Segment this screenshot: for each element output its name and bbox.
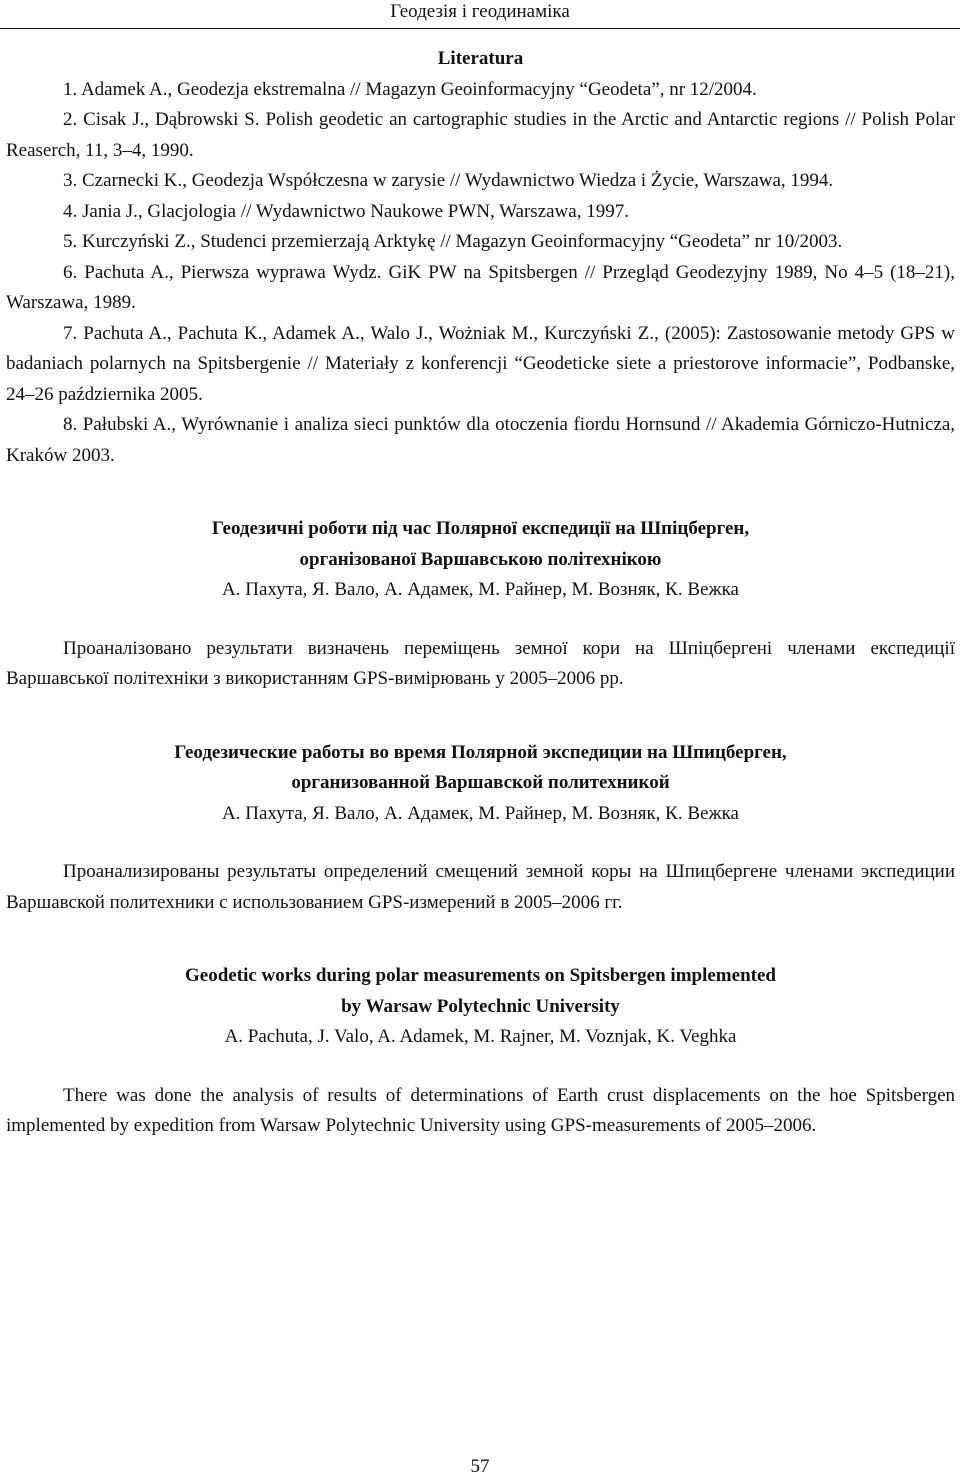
reference-item: 5. Kurczyński Z., Studenci przemierzają Arktykę // Magazyn Geoinformacyjny “Geodeta” nr 10/2003. (63, 231, 843, 252)
abstract-english (6, 961, 955, 1142)
abstract-title-line: Геодезичні роботи під час Полярної експедиції на Шпіцберген, (211, 518, 750, 539)
page-content (6, 44, 955, 1142)
abstract-text: Проанализированы результаты определений смещений земной коры на Шпицбергене членами экспедиции Варшавской политехники с использованием GPS-измерений в 2005–2006 гг. (6, 861, 955, 913)
abstract-title-line: организованной Варшавской политехникой (291, 772, 670, 793)
abstract-title-line: by Warsaw Polytechnic University (341, 995, 620, 1017)
reference-item: 2. Cisak J., Dąbrowski S. Polish geodetic an cartographic studies in the Arctic and Antarctic regions // Polish Polar Reaserch, 11, 3–4, 1990. (6, 109, 955, 161)
abstract-russian (6, 738, 955, 919)
reference-item: 6. Pachuta A., Pierwsza wyprawa Wydz. GiK PW na Spitsbergen // Przegląd Geodezyjny 1989, No 4–5 (18–21), Warszawa, 1989. (6, 261, 955, 313)
abstract-ukrainian (6, 514, 955, 695)
abstract-authors: А. Пахута, Я. Вало, А. Адамек, М. Райнер, М. Возняк, К. Вежка (222, 579, 739, 600)
abstract-authors: A. Pachuta, J. Valo, A. Adamek, M. Rajner, M. Voznjak, K. Veghka (224, 1026, 737, 1047)
reference-item: 4. Jania J., Glacjologia // Wydawnictwo Naukowe PWN, Warszawa, 1997. (63, 200, 629, 222)
abstract-title-line: Геодезические работы во время Полярной экспедиции на Шпицберген, (174, 741, 787, 763)
reference-item: 1. Adamek A., Geodezja ekstremalna // Magazyn Geoinformacyjny “Geodeta”, nr 12/2004. (63, 78, 757, 100)
header-rule (0, 28, 960, 29)
literature-heading: Literatura (437, 48, 524, 69)
page-number: 57 (470, 1456, 490, 1477)
abstract-text: There was done the analysis of results of determinations of Earth crust displacements on the hoe Spitsbergen implemented by expedition from Warsaw Polytechnic University using GPS-measurements of 2005–2006. (6, 1084, 955, 1136)
abstract-authors: А. Пахута, Я. Вало, А. Адамек, М. Райнер, М. Возняк, К. Вежка (222, 802, 739, 824)
reference-item: 7. Pachuta A., Pachuta K., Adamek A., Walo J., Wożniak M., Kurczyński Z., (2005): Zastosowanie metody GPS w badaniach polarnych na Spitsbergenie // Materiały z konferencji “Geodeticke siete a priestorove informacie”, Podbanske, 24–26 października 2005. (6, 322, 955, 405)
abstract-title-line: Geodetic works during polar measurements on Spitsbergen implemented (185, 965, 776, 986)
reference-item: 8. Pałubski A., Wyrównanie i analiza sieci punktów dla otoczenia fiordu Hornsund // Akademia Górniczo-Hutnicza, Kraków 2003. (6, 414, 955, 466)
abstract-text: Проаналізовано результати визначень переміщень земної кори на Шпіцбергені членами експедиції Варшавської політехніки з використанням GPS-вимірювань у 2005–2006 рр. (6, 637, 955, 689)
reference-item: 3. Czarnecki K., Geodezja Współczesna w zarysie // Wydawnictwo Wiedza i Życie, Warszawa, 1994. (63, 170, 834, 191)
abstract-title-line: організованої Варшавською політехнікою (299, 548, 662, 570)
running-header: Геодезія і геодинаміка (390, 1, 570, 22)
